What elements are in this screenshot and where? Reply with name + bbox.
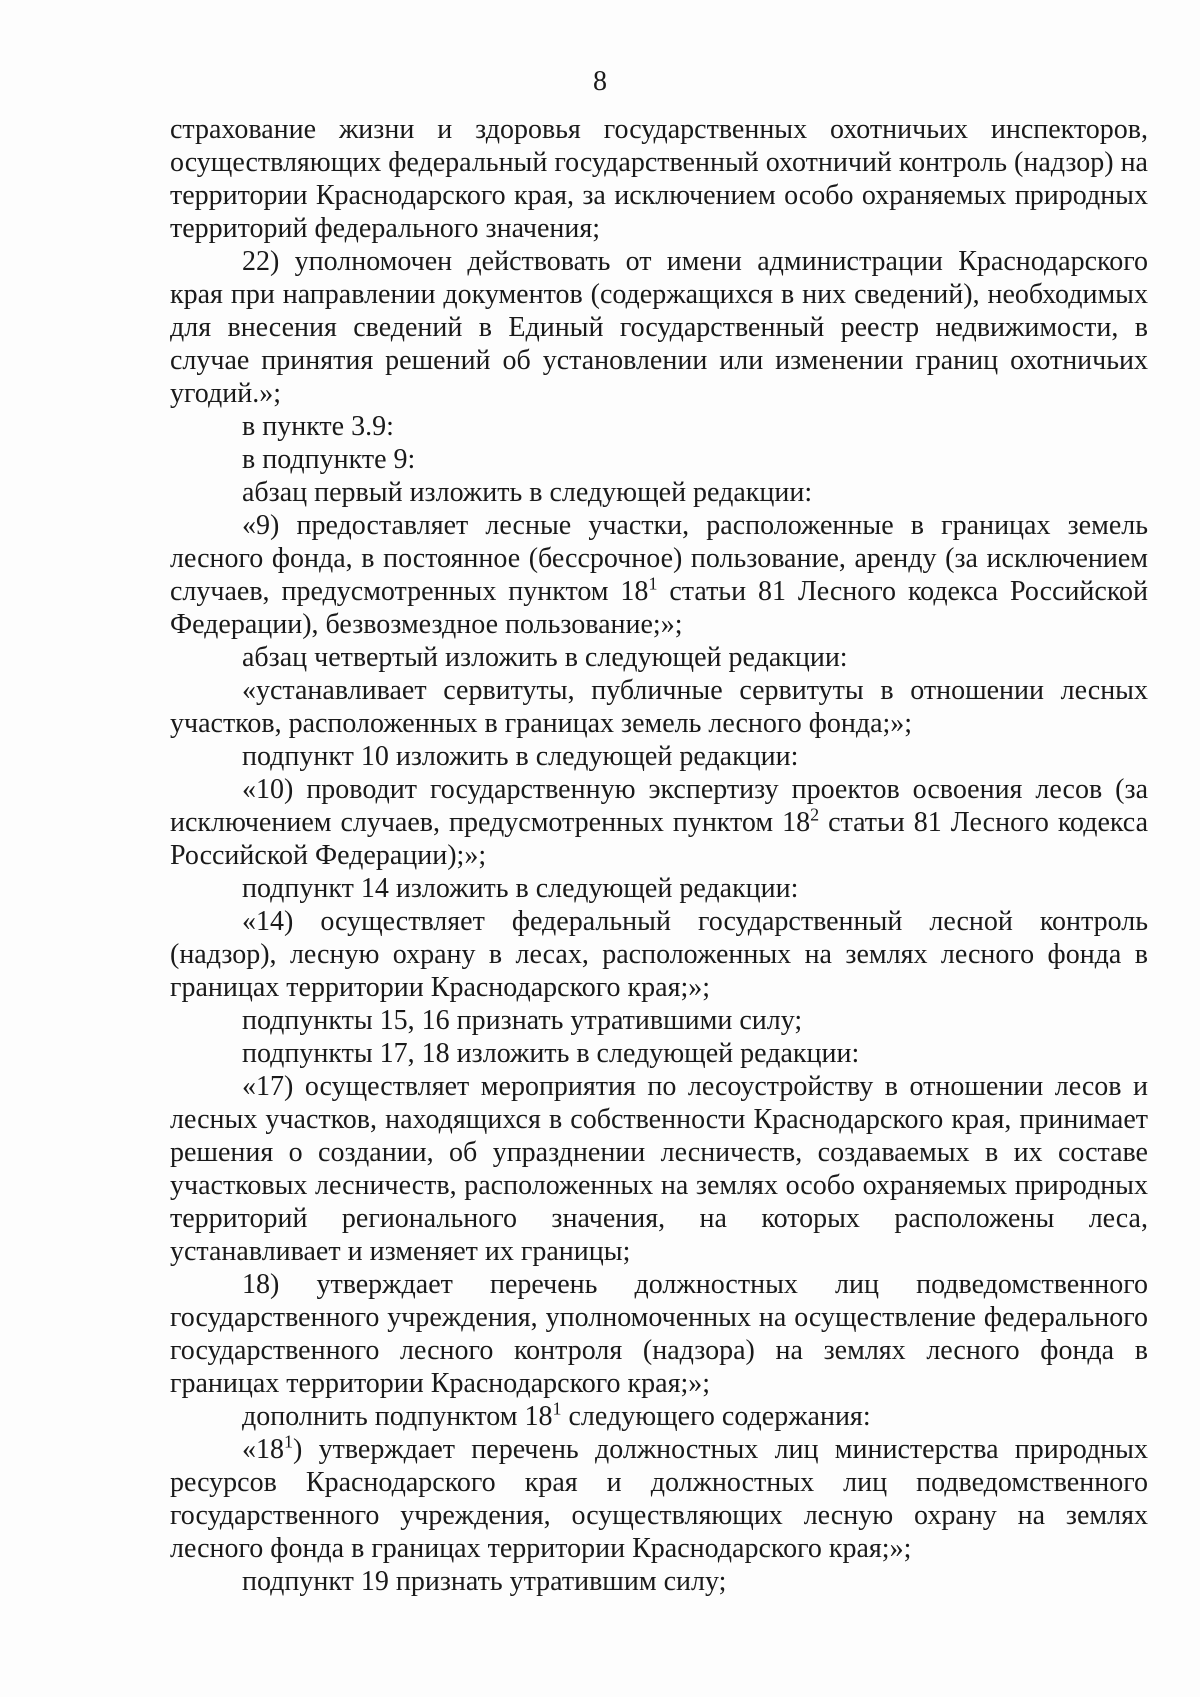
paragraph-point-3-9: в пункте 3.9: [242,411,394,442]
paragraph-item-14: «14) осуществляет федеральный государственный лесной контроль (надзор), лесную охрану в лесах, расположенных на землях лесного фонда в границах территории Краснодарского края;»; [170,906,1148,1003]
paragraph-subpoint-14-heading: подпункт 14 изложить в следующей редакции: [242,873,799,904]
paragraph-item-18-1-text-b: ) утверждает перечень должностных лиц министерства природных ресурсов Краснодарского края и должностных лиц подведомственного государственного учреждения, осуществляющих лесную охрану на землях лесного фонда в границах территории Краснодарского края;»; [170,1434,1148,1564]
paragraph-item-18: 18) утверждает перечень должностных лиц подведомственного государственного учреждения, уполномоченных на осуществление федерального государственного лесного контроля (надзора) на землях лесного фонда в границах территории Краснодарского края;»; [170,1269,1148,1399]
superscript-1: 1 [284,1431,293,1452]
paragraph-subpoints-15-16: подпункты 15, 16 признать утратившими силу; [242,1005,803,1036]
paragraph-item-18-1-text-a: «18 [242,1434,284,1465]
paragraph-continuation: страхование жизни и здоровья государственных охотничьих инспекторов, осуществляющих федеральный государственный охотничий контроль (надзор) на территории Краснодарского края, за исключением особо охраняемых природных территорий федерального значения; [170,114,1148,244]
superscript-1: 1 [648,573,658,594]
paragraph-item-9 [170,509,1148,641]
superscript-2: 2 [810,804,820,825]
paragraph-item-18-1 [170,1433,1148,1565]
paragraph-subpoint-9: в подпункте 9: [242,444,416,475]
paragraph-add-18-1-text-b: следующего содержания: [561,1401,871,1432]
paragraph-item-10 [170,773,1148,872]
paragraph-fourth-abzac: абзац четвертый изложить в следующей редакции: [242,642,848,673]
paragraph-item-9-text-a: «9) предоставляет лесные участки, расположенные в границах земель лесного фонда, в постоянное (бессрочное) пользование, аренду (за исключением случаев, предусмотренных пунктом 18 [170,510,1148,607]
paragraph-subpoint-19: подпункт 19 признать утратившим силу; [242,1566,727,1597]
paragraph-subpoint-10-heading: подпункт 10 изложить в следующей редакции: [242,741,799,772]
paragraph-servitudes: «устанавливает сервитуты, публичные сервитуты в отношении лесных участков, расположенных в границах земель лесного фонда;»; [170,675,1148,739]
paragraph-subpoints-17-18-heading: подпункты 17, 18 изложить в следующей редакции: [242,1038,860,1069]
paragraph-add-18-1 [170,1400,1148,1433]
page-number: 8 [593,66,607,97]
paragraph-item-10-text-b: статьи 81 Лесного кодекса Российской Федерации);»; [170,807,1148,871]
paragraph-add-18-1-text-a: дополнить подпунктом 18 [242,1401,553,1432]
paragraph-item-22: 22) уполномочен действовать от имени администрации Краснодарского края при направлении документов (содержащихся в них сведений), необходимых для внесения сведений в Единый государственный реестр недвижимости, в случае принятия решений об установлении или изменении границ охотничьих угодий.»; [170,246,1148,409]
document-body [170,113,1148,1598]
superscript-1: 1 [552,1398,562,1419]
paragraph-first-abzac: абзац первый изложить в следующей редакции: [242,477,813,508]
paragraph-item-10-text-a: «10) проводит государственную экспертизу проектов освоения лесов (за исключением случаев, предусмотренных пунктом 18 [170,774,1148,838]
paragraph-item-17: «17) осуществляет мероприятия по лесоустройству в отношении лесов и лесных участков, находящихся в собственности Краснодарского края, принимает решения о создании, об упразднении лесничеств, создаваемых в их составе участковых лесничеств, расположенных на землях особо охраняемых природных территорий регионального значения, на которых расположены леса, устанавливает и изменяет их границы; [170,1071,1148,1267]
paragraph-item-9-text-b: статьи 81 Лесного кодекса Российской Федерации), безвозмездное пользование;»; [170,576,1149,640]
